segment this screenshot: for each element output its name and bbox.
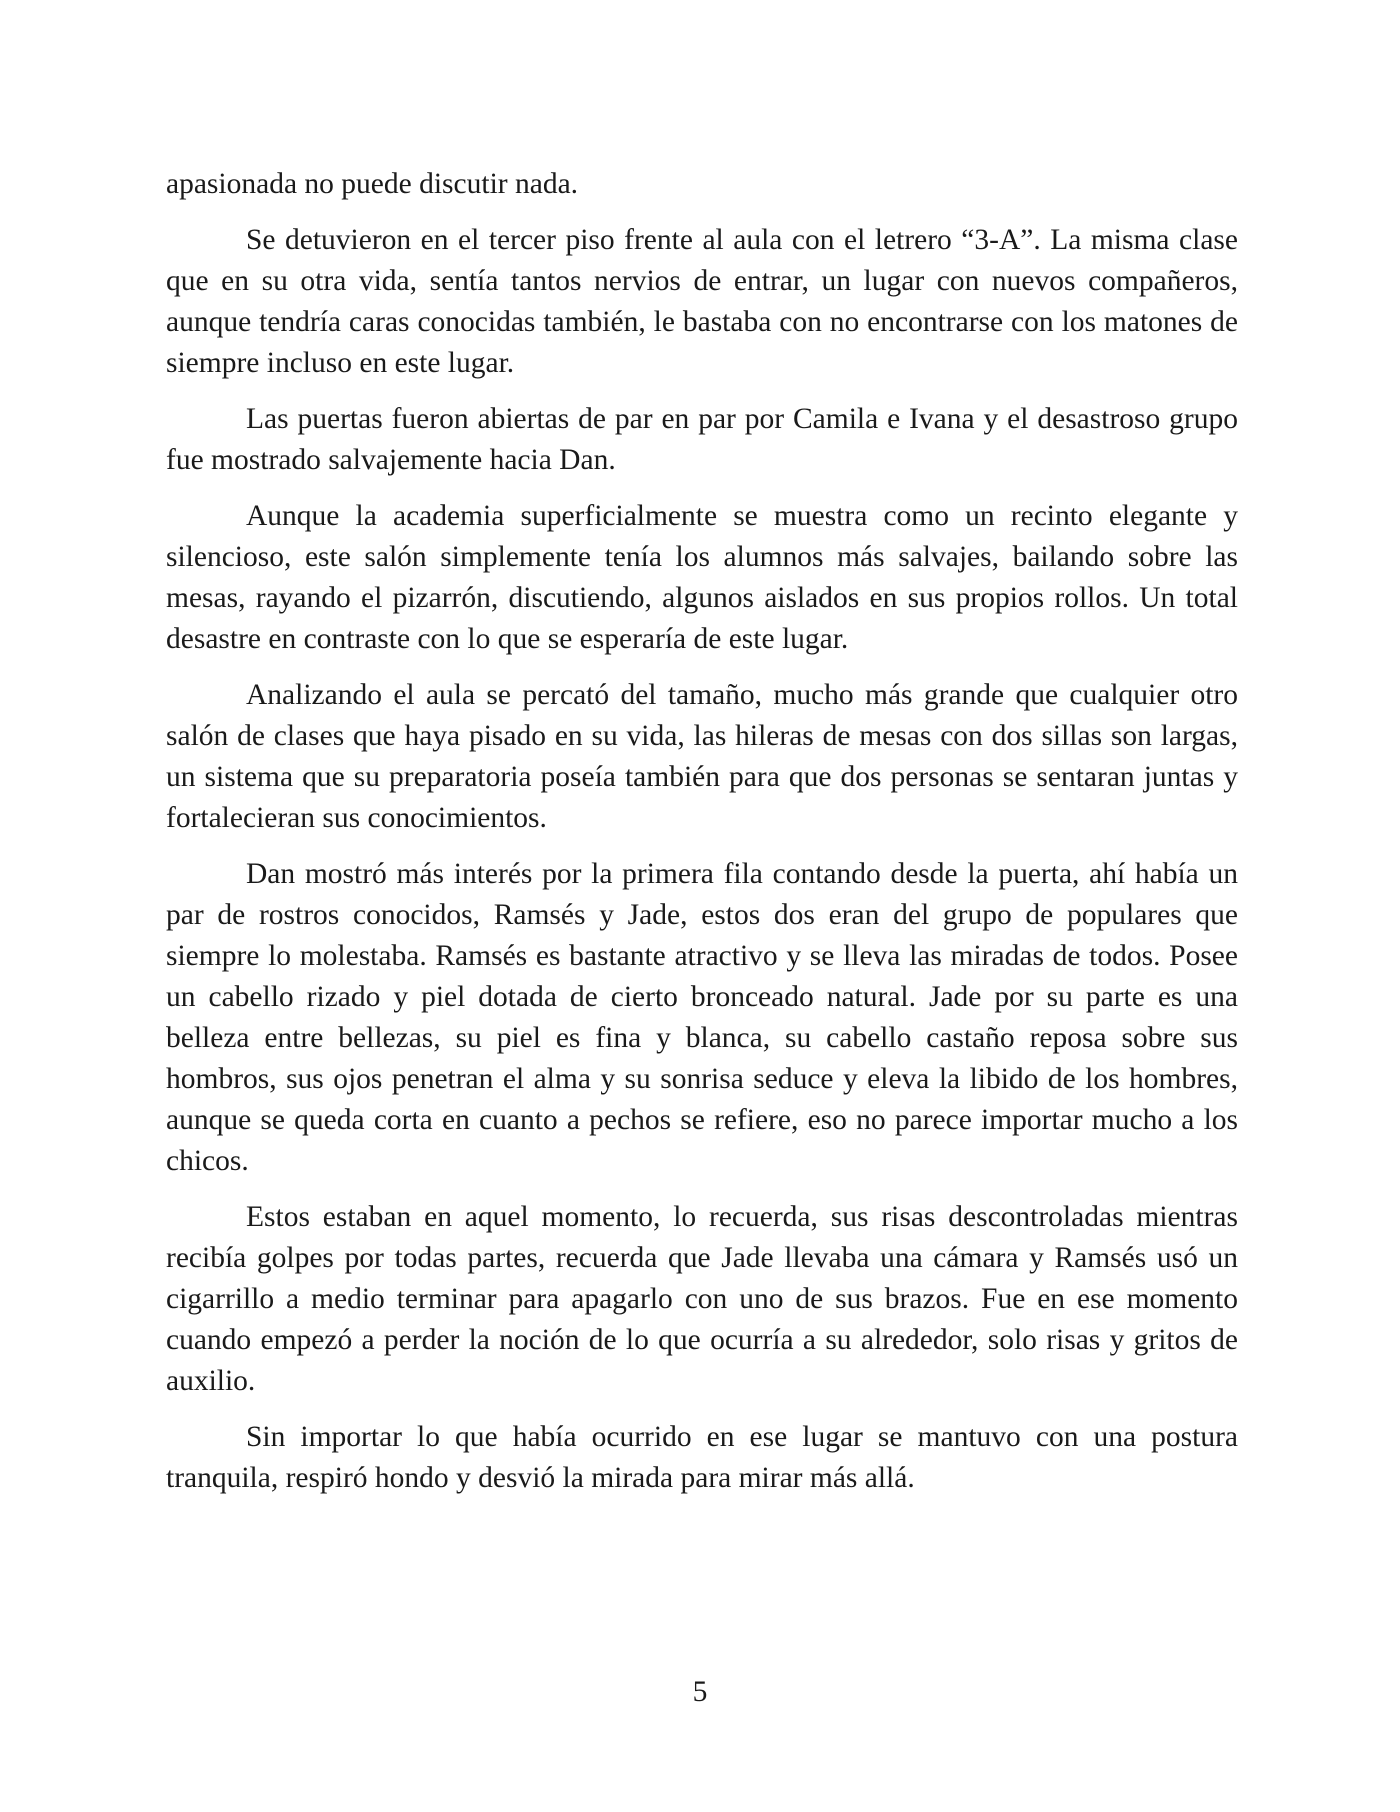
paragraph: Estos estaban en aquel momento, lo recuerda, sus risas descontroladas mientras recibía golpes por todas partes, recuerda que Jade llevaba una cámara y Ramsés usó un cigarrillo a medio terminar para apagarlo con uno de sus brazos. Fue en ese momento cuando empezó a perder la noción de lo que ocurría a su alrededor, solo risas y gritos de auxilio. bbox=[166, 1201, 1238, 1397]
paragraph: Se detuvieron en el tercer piso frente al aula con el letrero “3-A”. La misma clase que en su otra vida, sentía tantos nervios de entrar, un lugar con nuevos compañeros, aunque tendría caras conocidas también, le bastaba con no encontrarse con los matones de siempre incluso en este lugar. bbox=[166, 224, 1238, 379]
paragraph: Sin importar lo que había ocurrido en ese lugar se mantuvo con una postura tranquila, respiró hondo y desvió la mirada para mirar más allá. bbox=[166, 1421, 1238, 1494]
paragraph: Aunque la academia superficialmente se muestra como un recinto elegante y silencioso, este salón simplemente tenía los alumnos más salvajes, bailando sobre las mesas, rayando el pizarrón, discutiendo, algunos aislados en sus propios rollos. Un total desastre en contraste con lo que se esperaría de este lugar. bbox=[166, 500, 1238, 655]
paragraph: Dan mostró más interés por la primera fila contando desde la puerta, ahí había un par de rostros conocidos, Ramsés y Jade, estos dos eran del grupo de populares que siempre lo molestaba. Ramsés es bastante atractivo y se lleva las miradas de todos. Posee un cabello rizado y piel dotada de cierto bronceado natural. Jade por su parte es una belleza entre bellezas, su piel es fina y blanca, su cabello castaño reposa sobre sus hombros, sus ojos penetran el alma y su sonrisa seduce y eleva la libido de los hombres, aunque se queda corta en cuanto a pechos se refiere, eso no parece importar mucho a los chicos. bbox=[166, 858, 1238, 1177]
page-number: 5 bbox=[692, 1676, 708, 1708]
paragraph: Analizando el aula se percató del tamaño, mucho más grande que cualquier otro salón de clases que haya pisado en su vida, las hileras de mesas con dos sillas son largas, un sistema que su preparatoria poseía también para que dos personas se sentaran juntas y fortalecieran sus conocimientos. bbox=[166, 679, 1238, 834]
body-text bbox=[166, 164, 1238, 1514]
paragraph: Las puertas fueron abiertas de par en par por Camila e Ivana y el desastroso grupo fue mostrado salvajemente hacia Dan. bbox=[166, 403, 1238, 476]
paragraph-continuation: apasionada no puede discutir nada. bbox=[166, 168, 579, 200]
